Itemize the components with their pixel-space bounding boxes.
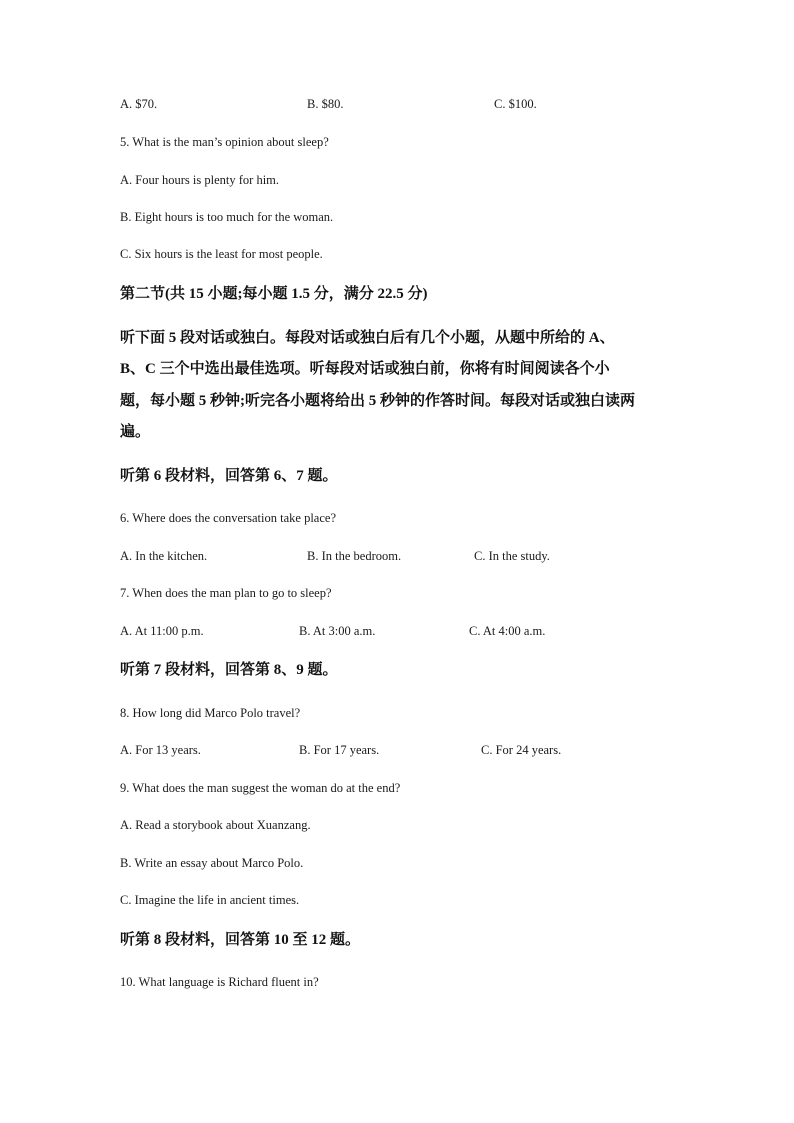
q7-question: 7. When does the man plan to go to sleep? (120, 586, 332, 600)
q5-option-a: A. Four hours is plenty for him. (120, 173, 280, 187)
q10-question: 10. What language is Richard fluent in? (120, 975, 319, 989)
material7-heading: 听第 7 段材料，回答第 8、9 题。 (120, 662, 338, 678)
q9-question: 9. What does the man suggest the woman do at the end? (120, 781, 401, 795)
section2-instruction-line-1: 听下面 5 段对话或独白。每段对话或独白后有几个小题，从题中所给的 A、 (120, 330, 615, 346)
q9-option-b: B. Write an essay about Marco Polo. (120, 856, 304, 870)
q8-option-c: C. For 24 years. (481, 743, 562, 757)
q9-option-c: C. Imagine the life in ancient times. (120, 893, 300, 907)
q7-option-b: B. At 3:00 a.m. (299, 624, 376, 638)
q4-option-b: B. $80. (307, 97, 344, 111)
q6-option-b: B. In the bedroom. (307, 549, 402, 563)
q7-option-a: A. At 11:00 p.m. (120, 624, 204, 638)
q9-option-a: A. Read a storybook about Xuanzang. (120, 818, 311, 832)
q6-option-c: C. In the study. (474, 549, 550, 563)
section2-instruction-line-3: 题，每小题 5 秒钟;听完各小题将给出 5 秒钟的作答时间。每段对话或独白读两 (120, 393, 635, 409)
q8-question: 8. How long did Marco Polo travel? (120, 706, 301, 720)
q5-option-b: B. Eight hours is too much for the woman. (120, 210, 334, 224)
q6-question: 6. Where does the conversation take place? (120, 511, 336, 525)
q4-option-a: A. $70. (120, 97, 158, 111)
q8-option-b: B. For 17 years. (299, 743, 380, 757)
section2-heading: 第二节(共 15 小题;每小题 1.5 分，满分 22.5 分) (120, 286, 428, 302)
material8-heading: 听第 8 段材料，回答第 10 至 12 题。 (120, 932, 361, 948)
q7-option-c: C. At 4:00 a.m. (469, 624, 546, 638)
q5-question: 5. What is the man’s opinion about sleep? (120, 135, 329, 149)
section2-instruction-line-4: 遍。 (120, 424, 151, 440)
material6-heading: 听第 6 段材料，回答第 6、7 题。 (120, 468, 338, 484)
q5-option-c: C. Six hours is the least for most people. (120, 247, 323, 261)
q8-option-a: A. For 13 years. (120, 743, 201, 757)
q4-option-c: C. $100. (494, 97, 537, 111)
section2-instruction-line-2: B、C 三个中选出最佳选项。听每段对话或独白前，你将有时间阅读各个小 (120, 361, 610, 377)
q6-option-a: A. In the kitchen. (120, 549, 208, 563)
